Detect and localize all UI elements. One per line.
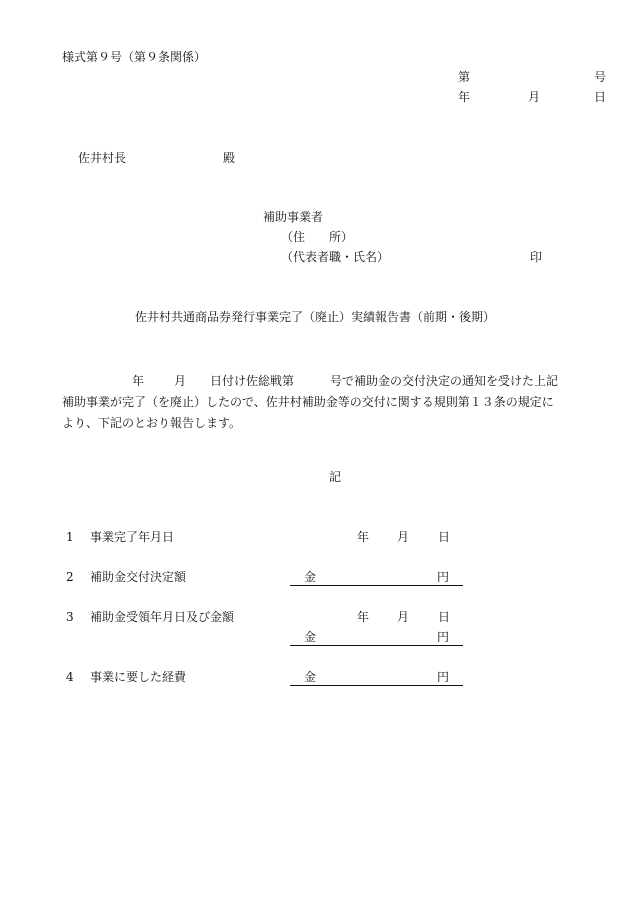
form-label: 様式第９号（第９条関係） (62, 50, 207, 64)
amount-prefix: 金 (304, 630, 317, 644)
date-year-label: 年 (458, 90, 471, 104)
item-year-label: 年 (357, 530, 370, 544)
item-number: 3 (66, 610, 74, 624)
item-number: 2 (66, 570, 74, 584)
item-number: 4 (66, 670, 74, 684)
item-day-label: 日 (438, 610, 451, 624)
number-suffix: 号 (594, 70, 607, 84)
item-label: 補助金受領年月日及び金額 (90, 610, 235, 624)
document-title: 佐井村共通商品券発行事業完了（廃止）実績報告書（前期・後期） (135, 310, 496, 324)
amount-unit: 円 (437, 630, 450, 644)
date-day-label: 日 (594, 90, 607, 104)
address-label: （住 所） (281, 230, 354, 244)
amount-underline (290, 685, 463, 686)
amount-unit: 円 (437, 570, 450, 584)
date-month-label: 月 (528, 90, 541, 104)
amount-prefix: 金 (304, 570, 317, 584)
seal-mark: 印 (530, 250, 543, 264)
addressee-name: 佐井村長 (78, 151, 127, 165)
item-label: 補助金交付決定額 (90, 570, 187, 584)
item-year-label: 年 (357, 610, 370, 624)
item-label: 事業に要した経費 (90, 670, 187, 684)
body-paragraph (62, 371, 607, 434)
item-number: 1 (66, 530, 74, 544)
body-line1-end: 号で補助金の交付決定の通知を受けた上記 (330, 374, 559, 388)
body-year-label: 年 (132, 374, 145, 388)
body-line1-middle: 日付け佐総戦第 (210, 374, 295, 388)
body-month-label: 月 (174, 374, 187, 388)
applicant-label: 補助事業者 (263, 210, 324, 224)
item-day-label: 日 (438, 530, 451, 544)
number-prefix: 第 (458, 70, 471, 84)
body-line-2: 補助事業が完了（を廃止）したので、佐井村補助金等の交付に関する規則第１３条の規定に (62, 395, 554, 409)
amount-prefix: 金 (304, 670, 317, 684)
ki-heading: 記 (329, 470, 342, 484)
body-line-3: より、下記のとおり報告します。 (62, 416, 242, 430)
body-line-1 (62, 374, 558, 388)
amount-unit: 円 (437, 670, 450, 684)
amount-underline (290, 645, 463, 646)
item-month-label: 月 (397, 530, 410, 544)
addressee-honorific: 殿 (223, 151, 236, 165)
representative-label: （代表者職・氏名） (281, 250, 390, 264)
amount-underline (290, 585, 463, 586)
item-month-label: 月 (397, 610, 410, 624)
item-label: 事業完了年月日 (90, 530, 175, 544)
